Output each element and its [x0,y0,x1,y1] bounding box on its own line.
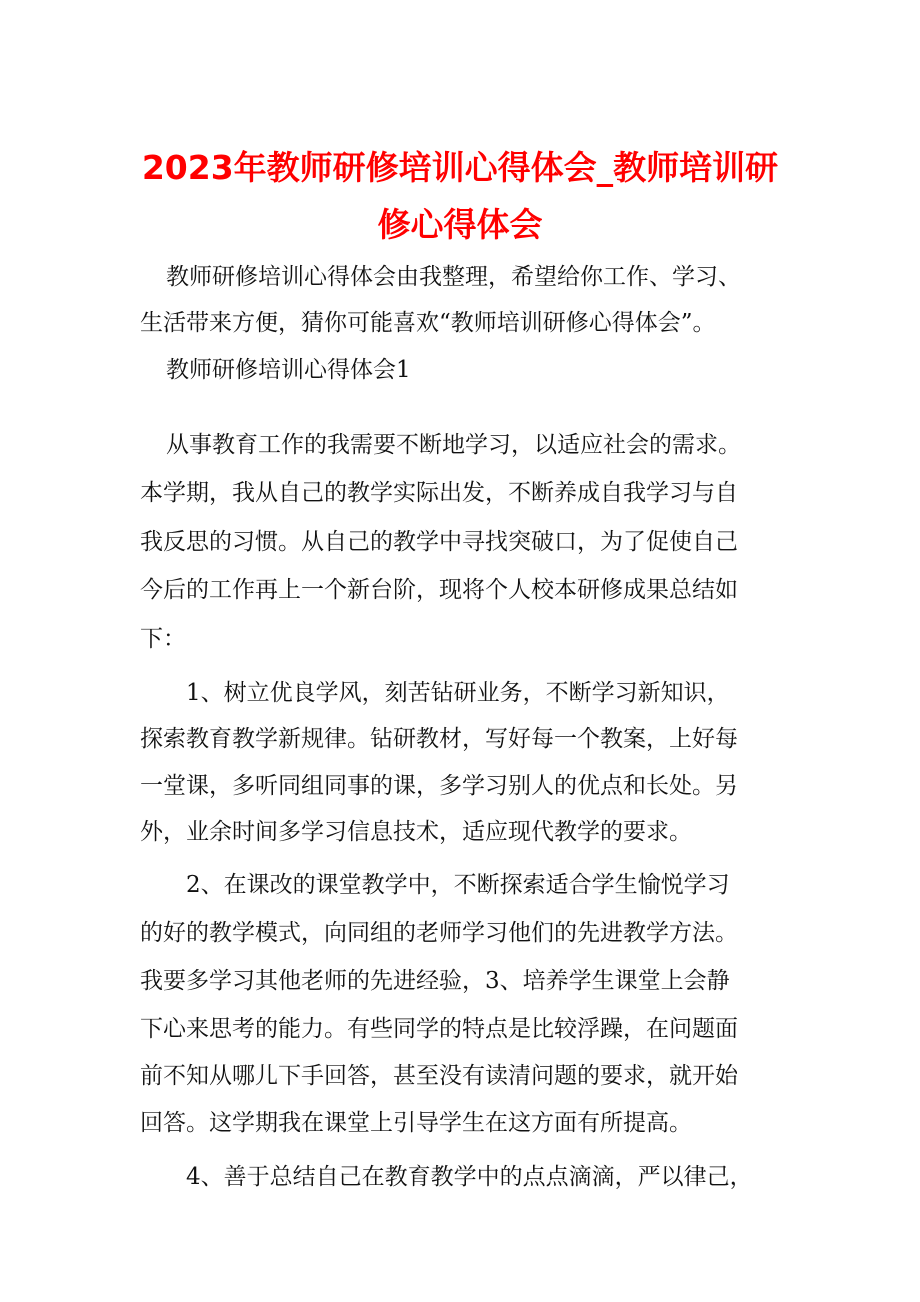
text-line: 探索教育教学新规律。钻研教材，写好每一个教案，上好每 [140,726,738,752]
text-line: 前不知从哪儿下手回答，甚至没有读清问题的要求，就开始 [140,1063,738,1089]
text-line: 下： [140,626,186,652]
section-heading: 教师研修培训心得体会1 [166,357,411,383]
text-line: 生活带来方便，猜你可能喜欢“教师培训研修心得体会”。 [140,310,716,336]
text-line: 本学期，我从自己的教学实际出发，不断养成自我学习与自 [140,480,738,506]
text-line: 外，业余时间多学习信息技术，适应现代教学的要求。 [140,819,692,845]
document-title-line-1: 2023年教师研修培训心得体会_教师培训研 [141,148,779,187]
text-line: 教师研修培训心得体会由我整理，希望给你工作、学习、 [166,264,741,290]
text-line: 从事教育工作的我需要不断地学习，以适应社会的需求。 [166,432,741,458]
text-line: 一堂课，多听同组同事的课，多学习别人的优点和长处。另 [140,773,738,799]
text-line: 2、在课改的课堂教学中，不断探索适合学生愉悦学习 [186,872,730,898]
text-line: 我反思的习惯。从自己的教学中寻找突破口，为了促使自己 [140,529,738,555]
document-title-line-2: 修心得体会 [377,205,543,244]
text-line: 1、树立优良学风，刻苦钻研业务，不断学习新知识， [186,680,730,706]
text-line: 今后的工作再上一个新台阶，现将个人校本研修成果总结如 [140,577,738,603]
text-line: 的好的教学模式，向同组的老师学习他们的先进教学方法。 [140,920,738,946]
text-line: 我要多学习其他老师的先进经验，3、培养学生课堂上会静 [140,968,730,994]
text-line: 回答。这学期我在课堂上引导学生在这方面有所提高。 [140,1110,692,1136]
text-line: 下心来思考的能力。有些同学的特点是比较浮躁，在问题面 [140,1016,738,1042]
text-line: 4、善于总结自己在教育教学中的点点滴滴，严以律己， [186,1164,753,1190]
